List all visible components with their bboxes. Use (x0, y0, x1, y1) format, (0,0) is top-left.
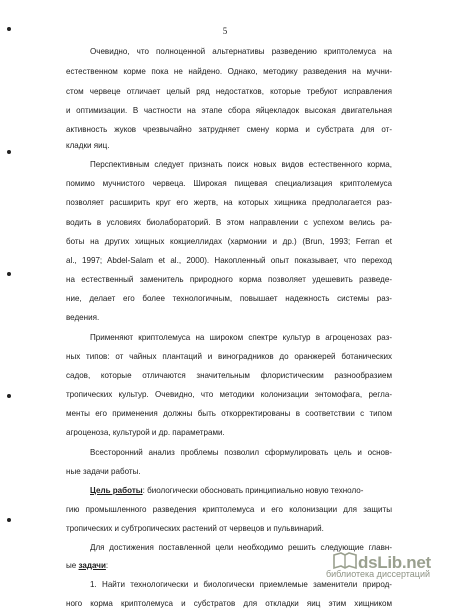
text-line: Перспективным следует признать поиск новых видов естественного корма, (90, 160, 392, 169)
text-line: садов, которые отличаются значительным флористическим разнообразием (66, 371, 392, 380)
binding-hole-mark (7, 272, 11, 276)
text-line: позволяет расширить круг его жертв, на которых хищника предполагается раз- (66, 198, 392, 207)
text-line (90, 486, 392, 496)
text-line: Очевидно, что полноценной альтернативы разведению криптолемуса на (90, 47, 392, 56)
text-line: 1. Найти технологически и биологически приемлемые заменители природ- (90, 580, 392, 589)
text-line: ведения. (66, 313, 100, 322)
text-line: помимо мучнистого червеца. Широкая пищевая специализация криптолемуса (66, 179, 392, 188)
text-line: тропических и субтропических растений от червецов и пульвинарий. (66, 524, 324, 533)
text-line: агроценоза, культурой и др. параметрами. (66, 428, 225, 437)
goal-text: : биологически обосновать принципиально новую техноло- (142, 486, 364, 495)
text-line: водить в условиях биолабораторий. В этом направлении с успехом велись ра- (66, 218, 392, 227)
text-line: Всесторонний анализ проблемы позволил сформулировать цель и основ- (90, 448, 392, 457)
goal-heading: Цель работы (90, 486, 143, 495)
tasks-heading: задачи (78, 561, 106, 570)
watermark-title: dsLib.net (358, 553, 431, 572)
text-line: боты на других хищных кокциеллидах (хармонии и др.) (Brun, 1993; Ferran et (66, 237, 392, 246)
text-line: и оптимизации. В частности на этапе сбора яйцекладок высокая двигательная (66, 106, 392, 115)
text-line: активность жуков чрезвычайно затрудняет смену корма и субстрата для от- (66, 125, 392, 134)
text-line: ного корма криптолемуса и субстратов для откладки яиц этим хищником (66, 599, 392, 608)
text-line: ные задачи работы. (66, 467, 141, 476)
text-line: стом червеце отличает целый ряд недостатков, которые требуют исправления (66, 87, 392, 96)
text-line: ние, делает его более технологичным, повышает надежность системы раз- (66, 294, 392, 303)
binding-hole-mark (7, 518, 11, 522)
text-line: Применяют криптолемуса на широком спектре культур в агроценозах раз- (90, 333, 392, 342)
page-number: 5 (222, 26, 228, 36)
dslib-logo-icon (332, 549, 358, 571)
text-fragment: ые (66, 561, 77, 570)
binding-hole-mark (7, 394, 11, 398)
text-line: гию промышленного разведения криптолемуса и его колонизации для защиты (66, 505, 392, 514)
text-line: кладки яиц. (66, 141, 110, 150)
text-line: тропических культур. Очевидно, что методики колонизации энтомофага, реглa- (66, 390, 392, 399)
binding-hole-mark (7, 150, 11, 154)
text-line: естественном корме пока не найдено. Однако, методику разведения на мучни- (66, 67, 392, 76)
text-fragment: : (105, 561, 109, 570)
text-line: ных типов: от чайных плантаций и виноградников до оранжерей ботанических (66, 352, 392, 361)
text-line: al., 1997; Abdel-Salam et al., 2000). Накопленный опыт показывает, что переход (66, 256, 392, 265)
text-line: на естественный заменитель природного корма позволяет удешевить разведе- (66, 275, 392, 284)
watermark-subtitle: библиотека диссертаций (326, 569, 431, 579)
text-line: Для достижения поставленной цели необходимо решить следующие главн- (90, 543, 392, 552)
text-line: менты его применения должны быть откорректированы в соответствии с типом (66, 409, 392, 418)
